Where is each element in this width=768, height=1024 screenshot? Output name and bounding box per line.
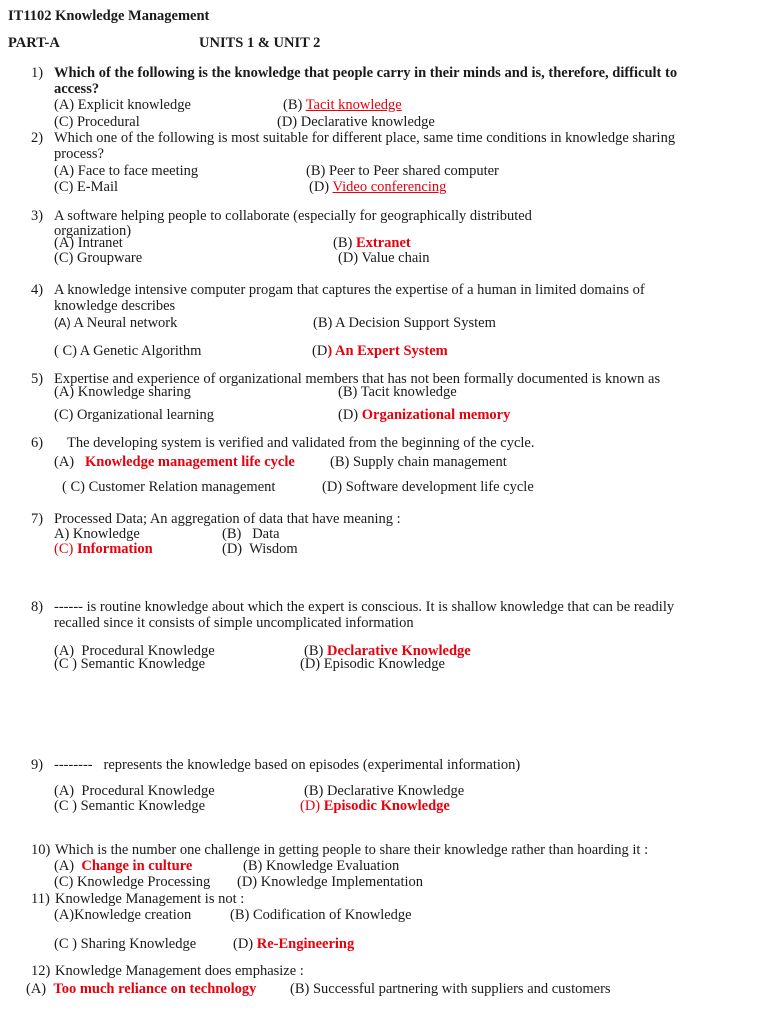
option-c <box>54 541 153 558</box>
option-prefix: (B) <box>283 97 306 113</box>
option-c: (C ) Sharing Knowledge <box>54 936 197 952</box>
question-number: 5) <box>31 371 44 387</box>
correct-answer: Information <box>76 541 153 557</box>
question-text: ------ is routine knowledge about which the expert is conscious. It is shallow knowledge that can be readily <box>54 599 675 615</box>
option-d <box>338 407 510 424</box>
correct-answer: Video conferencing <box>332 179 447 195</box>
question-text: Which one of the following is most suitable for different place, same time conditions in knowledge sharing <box>54 130 676 146</box>
option-a: (A) Knowledge sharing <box>54 384 191 400</box>
option-c: (C ) Semantic Knowledge <box>54 656 206 672</box>
option-c: ( C) Customer Relation management <box>62 479 276 495</box>
option-c: (C) Knowledge Processing <box>54 874 211 890</box>
option-d: (D) Wisdom <box>222 541 298 557</box>
question-text: -------- represents the knowledge based on episodes (experimental information) <box>54 757 521 773</box>
option-prefix: (C) <box>54 541 77 557</box>
question-number: 11) <box>31 891 50 907</box>
correct-answer: Re-Engineering <box>256 936 355 952</box>
document-title: IT1102 Knowledge Management <box>8 8 210 24</box>
question-text: Which of the following is the knowledge that people carry in their minds and is, therefore, difficult to <box>54 65 678 81</box>
question-text: Knowledge Management is not : <box>55 891 245 907</box>
option-b: (B) Knowledge Evaluation <box>243 858 400 874</box>
option-a <box>54 858 192 875</box>
question-number: 7) <box>31 511 44 527</box>
option-d: (D) Declarative knowledge <box>277 114 435 130</box>
option-text: A Neural network <box>70 315 178 331</box>
option-d <box>300 798 450 815</box>
option-c: (C) Organizational learning <box>54 407 214 423</box>
question-text: Knowledge Management does emphasize : <box>55 963 304 979</box>
option-a: A) Knowledge <box>54 526 140 542</box>
question-text: recalled since it consists of simple uncomplicated information <box>54 615 414 631</box>
correct-answer: Too much reliance on technology <box>53 981 257 997</box>
option-b: (B) Declarative Knowledge <box>304 783 465 799</box>
option-prefix: (A) <box>54 454 86 470</box>
correct-answer: Knowledge management life cycle <box>85 454 295 470</box>
question-number: 4) <box>31 282 44 298</box>
option-d: (D) Software development life cycle <box>322 479 534 495</box>
option-c: (C) E-Mail <box>54 179 119 195</box>
option-b: (B) Codification of Knowledge <box>230 907 412 923</box>
option-d: (D) Value chain <box>338 250 430 266</box>
option-c: ( C) A Genetic Algorithm <box>54 343 202 359</box>
question-number: 2) <box>31 130 44 146</box>
question-text: Which is the number one challenge in getting people to share their knowledge rather than hoarding it : <box>55 842 649 858</box>
option-b <box>283 97 402 114</box>
option-a: (A)Knowledge creation <box>54 907 192 923</box>
option-b: (B) Data <box>222 526 280 542</box>
question-text: Expertise and experience of organizational members that has not been formally documented is known as <box>54 371 661 387</box>
option-prefix: (D <box>312 343 328 359</box>
correct-answer: Organizational memory <box>361 407 511 423</box>
question-text: access? <box>54 81 100 97</box>
option-b: (B) Tacit knowledge <box>338 384 457 400</box>
question-number: 6) <box>31 435 44 451</box>
option-d <box>233 936 354 953</box>
question-text: A knowledge intensive computer progam that captures the expertise of a human in limited domains of <box>54 282 645 298</box>
question-text: process? <box>54 146 104 162</box>
option-c: (C ) Semantic Knowledge <box>54 798 206 814</box>
option-d: (D) Episodic Knowledge <box>300 656 445 672</box>
question-number: 1) <box>31 65 44 81</box>
option-prefix: (A) <box>54 858 82 874</box>
option-d: (D) Knowledge Implementation <box>237 874 424 890</box>
option-c: (C) Groupware <box>54 250 143 266</box>
correct-answer: Declarative Knowledge <box>326 643 471 659</box>
question-number: 3) <box>31 208 44 224</box>
option-b: (B) A Decision Support System <box>313 315 496 331</box>
option-b: (B) Supply chain management <box>330 454 507 470</box>
option-a <box>26 981 256 998</box>
part-label: PART-A <box>8 35 60 51</box>
option-a: (A) Procedural Knowledge <box>54 783 215 799</box>
option-prefix: (D) <box>309 179 333 195</box>
question-text: A software helping people to collaborate (especially for geographically distributed <box>54 208 532 224</box>
question-number: 8) <box>31 599 44 615</box>
option-prefix: (A) <box>26 981 54 997</box>
question-text: knowledge describes <box>54 298 176 314</box>
option-a <box>54 454 295 471</box>
option-prefix: (B) <box>333 235 356 251</box>
option-prefix: (B) <box>304 643 327 659</box>
option-prefix: (D) <box>338 407 362 423</box>
option-a: (A) Explicit knowledge <box>54 97 191 113</box>
option-d <box>309 179 446 196</box>
option-a <box>54 315 177 332</box>
correct-answer: Tacit knowledge <box>305 97 402 113</box>
correct-answer: Change in culture <box>81 858 193 874</box>
option-a: (A) Procedural Knowledge <box>54 643 215 659</box>
units-label: UNITS 1 & UNIT 2 <box>199 35 321 51</box>
correct-answer: Episodic Knowledge <box>323 798 450 814</box>
option-b: (B) Successful partnering with suppliers and customers <box>290 981 611 997</box>
option-b: (B) Peer to Peer shared computer <box>306 163 499 179</box>
correct-answer: ) An Expert System <box>327 343 448 359</box>
question-text: organization) <box>54 223 132 239</box>
option-prefix: (A) <box>54 316 71 330</box>
question-number: 10) <box>31 842 51 858</box>
option-d <box>312 343 448 360</box>
option-prefix: (D) <box>300 798 324 814</box>
question-number: 12) <box>31 963 51 979</box>
option-c: (C) Procedural <box>54 114 140 130</box>
option-a: (A) Intranet <box>54 235 123 251</box>
question-text: The developing system is verified and validated from the beginning of the cycle. <box>67 435 535 451</box>
question-number: 9) <box>31 757 44 773</box>
correct-answer: Extranet <box>355 235 411 251</box>
question-text: Processed Data; An aggregation of data that have meaning : <box>54 511 401 527</box>
option-prefix: (D) <box>233 936 257 952</box>
option-a: (A) Face to face meeting <box>54 163 199 179</box>
